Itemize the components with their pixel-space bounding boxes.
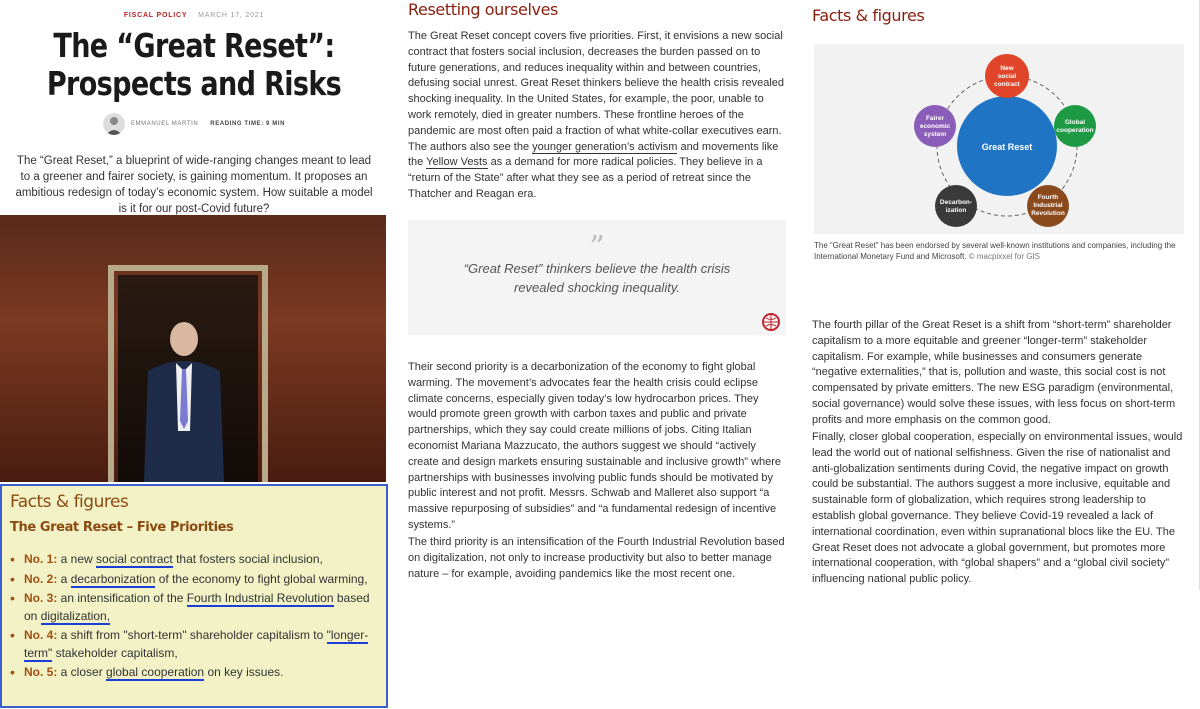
image-credit: © macpixxel for GIS bbox=[968, 252, 1041, 261]
diagram-caption: The “Great Reset” has been endorsed by several well-known institutions and companies, including the International Monetary Fund and Microsoft. © macpixxel for GIS bbox=[814, 241, 1176, 261]
paragraph-3: The third priority is an intensification of the Fourth Industrial Revolution based on digitalization, not only to increase productivity but also to better manage nature – for example, avoiding pandemics like the most recent one. bbox=[408, 536, 785, 580]
author-avatar[interactable] bbox=[103, 113, 125, 135]
article-title: The “Great Reset”: Prospects and Risks bbox=[46, 26, 342, 103]
article-photo bbox=[0, 215, 386, 482]
diagram-node-label: Fairer economic system bbox=[919, 115, 951, 138]
diagram-node-label: Global cooperation bbox=[1056, 119, 1094, 134]
diagram-node-label: Fourth Industrial Revolution bbox=[1031, 194, 1065, 217]
article-header-column bbox=[0, 0, 388, 709]
section-heading: Resetting ourselves bbox=[408, 0, 558, 19]
facts-box-heading: Facts & figures bbox=[10, 492, 129, 512]
five-priorities-diagram bbox=[814, 44, 1184, 234]
underlined-term: global cooperation bbox=[106, 665, 205, 679]
article-body-column bbox=[388, 0, 798, 709]
priorities-list bbox=[10, 551, 378, 682]
paragraph-2: Their second priority is a decarbonization of the economy to fight global warming. The movement’s advocates fear the health crisis could eclipse climate concerns, especially given today’s low hydrocarbon prices. They would promote green growth with carbon taxes and public and private partnerships, which they say could create millions of jobs. Citing Italian economist Mariana Mazzucato, the authors suggest we should “actively create and design markets ensuring sustainable and inclusive growth” where partnerships with businesses involving public funds should be motivated by public interest and not profit. Messrs. Schwab and Malleret also support “a massive repurposing of subsidies” and “a fundamental redesign of incentive systems.” bbox=[408, 361, 781, 531]
facts-figures-column bbox=[798, 0, 1200, 590]
reading-time: READING TIME: 9 MIN bbox=[210, 121, 286, 127]
person-figure bbox=[138, 311, 230, 482]
list-item: • No. 3: an intensification of the Fourth Industrial Revolution based on digitalization, bbox=[10, 590, 378, 625]
paragraph-1: The Great Reset concept covers five priorities. First, it envisions a new social contract that fosters social inclusion, decreases the burden passed on to future generations, and reduces inequality within and between countries, defusing social unrest. Great Reset thinkers believe the health crisis revealed shocking inequality. In the United States, for example, the poor, unable to work remotely, died in greater numbers. These frontline heroes of the pandemic are most often paid a fraction of what white-collar executives earn. The authors also see the younger generation’s activism and movements like the Yellow Vests as a demand for more radical policies. They believe in a “return of the State” after what they see as a period of retreat since the Thatcher and Reagan era. bbox=[408, 30, 785, 200]
younger-generation-link[interactable]: younger generation’s activism bbox=[532, 140, 678, 153]
list-item: • No. 4: a shift from "short-term" shareholder capitalism to "longer-term" stakeholder capitalism, bbox=[10, 627, 378, 662]
article-date: MARCH 17, 2021 bbox=[198, 12, 265, 19]
paragraph-5: Finally, closer global cooperation, especially on environmental issues, would lead the world out of national selfishness. Given the rise of nationalist and anti-globalization sentiments during Covid, the negative impact on growth could be substantial. The authors suggest a more inclusive, equitable and sustainable form of globalization, which requires strong leadership to establish global governance. They believe Covid-19 revealed a lack of international coordination, even within supranational blocs like the EU. The Great Reset does not advocate a global government, but promotes more international cooperation, with “global shapers” and a “global civil society” influencing national public policy. bbox=[812, 431, 1183, 586]
diagram-node-decarbonization bbox=[935, 185, 977, 227]
article-lead: The “Great Reset,” a blueprint of wide-ranging changes meant to lead to a greener and fairer society, is gaining momentum. It proposes an ambitious redesign of today’s economic system. How suitable a model is it for our post-Covid future? bbox=[15, 155, 373, 215]
diagram-node-label: New social contract bbox=[994, 65, 1020, 88]
underlined-term: Fourth Industrial Revolution bbox=[186, 591, 334, 605]
paragraph-4: The fourth pillar of the Great Reset is a shift from “short-term” shareholder capitalism to a more equitable and greener “longer-term” stakeholder capitalism. For example, while businesses and consumers generate “negative externalities,” that is, pollution and waste, this social cost is not compensated by private emitters. The new ESG paradigm (environmental, social governance) would solve these issues, with less focus on short-term profits and more emphasis on the common good. bbox=[812, 319, 1176, 426]
category-link[interactable]: FISCAL POLICY bbox=[123, 12, 188, 19]
underlined-term: digitalization, bbox=[40, 608, 111, 623]
list-item: • No. 2: a decarbonization of the economy to fight global warming, bbox=[10, 571, 378, 589]
list-item: • No. 5: a closer global cooperation on key issues. bbox=[10, 664, 378, 682]
diagram-node-label: Decarbon-ization bbox=[939, 199, 973, 214]
facts-heading: Facts & figures bbox=[812, 6, 925, 25]
facts-box-five-priorities bbox=[0, 484, 388, 708]
list-item: • No. 1: a new social contract that fosters social inclusion, bbox=[10, 551, 378, 569]
underlined-term: decarbonization bbox=[70, 571, 156, 586]
quote-mark-icon: ” bbox=[589, 230, 605, 265]
article-meta bbox=[0, 12, 388, 19]
facts-box-subheading: The Great Reset – Five Priorities bbox=[10, 520, 234, 535]
author-name[interactable]: EMMANUEL MARTIN bbox=[130, 121, 199, 127]
byline bbox=[0, 113, 388, 135]
diagram-center-label: Great Reset bbox=[981, 142, 1033, 152]
pull-quote-text: “Great Reset” thinkers believe the health crisis revealed shocking inequality. bbox=[463, 261, 731, 295]
underlined-term: social contract bbox=[96, 552, 173, 566]
underlined-term: "longer-term" bbox=[24, 628, 369, 660]
yellow-vests-link[interactable]: Yellow Vests bbox=[426, 156, 488, 169]
globe-logo-icon bbox=[762, 313, 780, 331]
pull-quote bbox=[408, 220, 786, 335]
diagram-node-global-cooperation bbox=[1054, 105, 1096, 147]
